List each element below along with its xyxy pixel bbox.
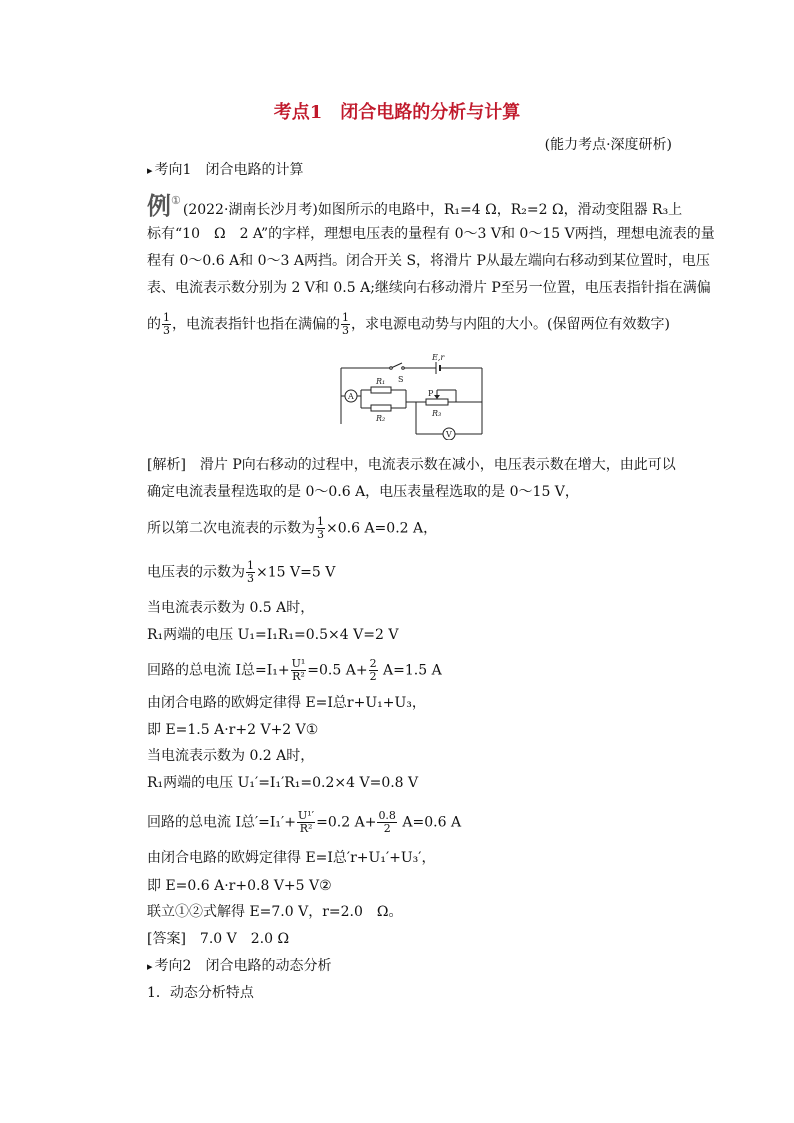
solution-line-9: 即 E=1.5 A·r+2 V+2 V① — [147, 722, 319, 738]
solution-line-11: R₁两端的电压 U₁′=I₁′R₁=0.2×4 V=0.8 V — [147, 775, 419, 791]
answer-tag: [答案] — [147, 931, 186, 947]
solution-line-3: 所以第二次电流表的示数为 $\frac{1}{3}$ ×0.6 A=0.2 A， — [147, 515, 438, 541]
switch-contact — [390, 367, 393, 370]
switch-icon — [391, 363, 402, 368]
solution-line-15: 联立①②式解得 E=7.0 V，r=2.0 Ω。 — [147, 904, 403, 920]
example-line-4: 表、电流表示数分别为 2 V和 0.5 A;继续向右移动滑片 P至另一位置，电压表指针指在满偏 — [147, 280, 711, 296]
direction-1-heading: ▸ 考向1 闭合电路的计算 — [147, 162, 304, 178]
example-mark: 例 — [147, 192, 171, 220]
label-a: A — [348, 392, 354, 401]
answer-line: [答案] 7.0 V 2.0 Ω — [147, 931, 290, 947]
arrow-icon: ▸ — [147, 960, 153, 973]
example-line-5: 的 $\frac{1}{3}$ ，电流表指针也指在满偏的 $\frac{1}{3}$ ，求电源电动势与内阻的大小。(保留两位有效数字) — [147, 311, 670, 337]
solution-line-4: 电压表的示数为 $\frac{1}{3}$ ×15 V=5 V — [147, 559, 336, 585]
label-v: V — [446, 430, 452, 439]
analysis-tag: [解析] — [147, 457, 186, 473]
label-er: E,r — [432, 353, 445, 362]
page-title: 考点1 闭合电路的分析与计算 — [273, 102, 521, 123]
example-line-1: 例①(2022·湖南长沙月考)如图所示的电路中，R₁=4 Ω，R₂=2 Ω，滑动变阻器 R₃上 — [147, 192, 683, 220]
subtitle: (能力考点·深度研析) — [544, 137, 672, 153]
solution-line-5: 当电流表示数为 0.5 A时， — [147, 600, 315, 616]
solution-line-10: 当电流表示数为 0.2 A时， — [147, 748, 315, 764]
example-line-2: 标有“10 Ω 2 A”的字样，理想电压表的量程有 0～3 V和 0～15 V两挡，理想电流表的量 — [147, 226, 715, 242]
fraction: $\frac{1}{3}$ — [342, 311, 349, 337]
resistor-r2 — [371, 405, 391, 411]
label-s: S — [398, 375, 404, 384]
label-p: P — [428, 389, 434, 398]
solution-line-13: 由闭合电路的欧姆定律得 E=I总′r+U₁′+U₃′， — [147, 850, 436, 866]
fraction: $\frac{\text{U¹′}}{\text{R²}}$ — [297, 809, 315, 835]
fraction: $\frac{\text{U¹}}{\text{R²}}$ — [291, 657, 306, 683]
example-number: ① — [171, 194, 181, 207]
label-r2: R₂ — [376, 414, 386, 423]
fraction: $\frac{1}{3}$ — [163, 311, 170, 337]
slider-arrow-icon — [434, 395, 440, 399]
label-r1: R₁ — [376, 377, 386, 386]
resistor-r1 — [371, 387, 391, 393]
fraction: $\frac{2}{2}$ — [369, 657, 377, 683]
direction-2-heading: ▸ 考向2 闭合电路的动态分析 — [147, 958, 332, 974]
fraction: $\frac{1}{3}$ — [317, 515, 324, 541]
rheostat-r3 — [426, 399, 448, 405]
solution-line-8: 由闭合电路的欧姆定律得 E=I总r+U₁+U₃， — [147, 695, 426, 711]
section-heading: 1．动态分析特点 — [147, 985, 254, 1001]
solution-line-1: [解析] 滑片 P向右移动的过程中，电流表示数在减小，电压表示数在增大，由此可以 — [147, 457, 676, 473]
solution-line-2: 确定电流表量程选取的是 0～0.6 A，电压表量程选取的是 0～15 V， — [147, 484, 579, 500]
label-r3: R₃ — [432, 409, 442, 418]
circuit-diagram — [336, 350, 486, 440]
solution-line-12: 回路的总电流 I总′=I₁′+ $\frac{\text{U¹′}}{\text{R²}}$ =0.2 A+ $\frac{0.8}{2}$ A=0.6 A — [147, 809, 462, 835]
fraction: $\frac{0.8}{2}$ — [378, 809, 396, 835]
solution-line-6: R₁两端的电压 U₁=I₁R₁=0.5×4 V=2 V — [147, 627, 399, 643]
fraction: $\frac{1}{3}$ — [247, 559, 254, 585]
example-line-3: 程有 0～0.6 A和 0～3 A两挡。闭合开关 S，将滑片 P从最左端向右移动到某位置时，电压 — [147, 253, 710, 269]
solution-line-14: 即 E=0.6 A·r+0.8 V+5 V② — [147, 878, 332, 894]
switch-contact — [402, 367, 405, 370]
solution-line-7: 回路的总电流 I总=I₁+ $\frac{\text{U¹}}{\text{R²}}$ =0.5 A+ $\frac{2}{2}$ A=1.5 A — [147, 657, 442, 683]
arrow-icon: ▸ — [147, 164, 153, 177]
